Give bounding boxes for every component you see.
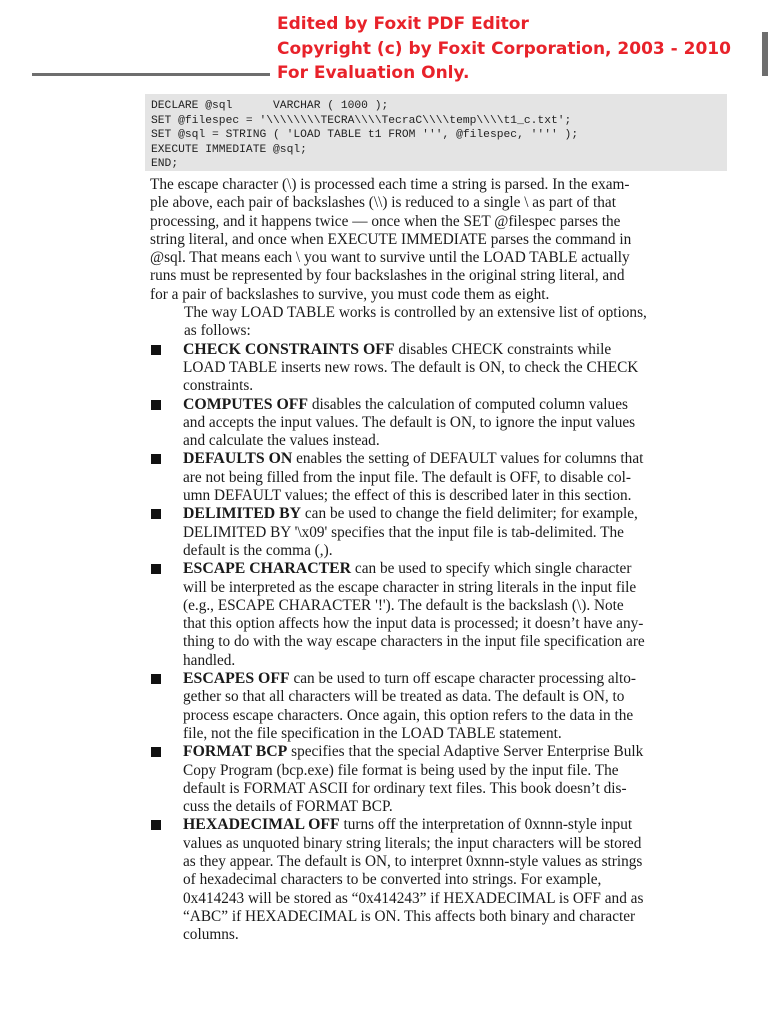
option-description: turns off the interpretation of 0xnnn-style input [339, 816, 633, 834]
option-term: FORMAT BCP [183, 743, 288, 761]
option-description: enables the setting of DEFAULT values for columns that [292, 450, 644, 468]
option-text-line [183, 670, 725, 688]
code-text [145, 94, 727, 172]
evaluation-watermark [277, 12, 731, 86]
option-text-line [183, 450, 725, 468]
options-list [150, 341, 725, 945]
option-text-line: (e.g., ESCAPE CHARACTER '!'). The default is the backslash (\). Note [183, 596, 624, 614]
option-text-line: constraints. [183, 377, 254, 395]
text-line: The escape character (\) is processed each time a string is parsed. In the exam- [150, 176, 630, 193]
option-text-line: default is FORMAT ASCII for ordinary text files. This book doesn’t dis- [183, 779, 627, 797]
option-text-line [183, 743, 725, 761]
square-bullet-icon [151, 747, 161, 757]
option-text-line: “ABC” if HEXADECIMAL is ON. This affects both binary and character [183, 907, 636, 925]
option-text-line: and accepts the input values. The default is ON, to ignore the input values [183, 413, 636, 431]
square-bullet-icon [151, 820, 161, 830]
code-line: DECLARE @sql VARCHAR ( 1000 ); [151, 100, 389, 112]
text-line: string literal, and once when EXECUTE IMMEDIATE parses the command in [150, 230, 632, 248]
option-text-line: cuss the details of FORMAT BCP. [183, 798, 393, 816]
text-line: processing, and it happens twice — once when the SET @filespec parses the [150, 212, 621, 230]
watermark-line-3: For Evaluation Only. [277, 63, 470, 83]
list-item [150, 505, 725, 560]
option-text-line: are not being filled from the input file. The default is OFF, to disable col- [183, 468, 631, 486]
text-line: as follows: [184, 322, 251, 340]
text-line: for a pair of backslashes to survive, you must code them as eight. [150, 285, 550, 303]
option-term: DEFAULTS ON [183, 450, 293, 468]
text-line: ple above, each pair of backslashes (\\) is reduced to a single \ as part of that [150, 194, 616, 212]
square-bullet-icon [151, 345, 161, 355]
square-bullet-icon [151, 674, 161, 684]
option-text-line: of hexadecimal characters to be converted into strings. For example, [183, 871, 602, 889]
option-description: disables the calculation of computed column values [308, 395, 628, 413]
list-item [150, 396, 725, 451]
option-description: disables CHECK constraints while [394, 340, 612, 358]
option-text-line: LOAD TABLE inserts new rows. The default is ON, to check the CHECK [183, 358, 639, 376]
option-description: can be used to change the field delimiter; for example, [301, 505, 638, 523]
option-term: ESCAPES OFF [183, 670, 290, 688]
code-line: EXECUTE IMMEDIATE @sql; [151, 143, 307, 156]
square-bullet-icon [151, 509, 161, 519]
option-description: can be used to turn off escape character processing alto- [289, 670, 636, 688]
square-bullet-icon [151, 564, 161, 574]
list-item [150, 341, 725, 396]
option-text-line: handled. [183, 651, 236, 669]
watermark-line-1: Edited by Foxit PDF Editor [277, 14, 529, 34]
option-text-line: Copy Program (bcp.exe) file format is being used by the input file. The [183, 761, 619, 779]
option-text-line: 0x414243 will be stored as “0x414243” if HEXADECIMAL is OFF and as [183, 889, 644, 907]
option-description: specifies that the special Adaptive Server Enterprise Bulk [287, 743, 644, 761]
option-text-line: that this option affects how the input data is processed; it doesn’t have any- [183, 615, 644, 633]
text-line: @sql. That means each \ you want to survive until the LOAD TABLE actually [150, 249, 630, 267]
list-item [150, 450, 725, 505]
paragraph-options-intro [150, 304, 725, 341]
option-text-line: file, not the file specification in the LOAD TABLE statement. [183, 724, 562, 742]
option-text-line: will be interpreted as the escape character in string literals in the input file [183, 578, 637, 596]
option-text-line: default is the comma (,). [183, 541, 333, 559]
option-text-line [183, 341, 725, 359]
option-text-line [183, 396, 725, 414]
page-body [150, 176, 725, 944]
code-line: SET @sql = STRING ( 'LOAD TABLE t1 FROM ''', @filespec, '''' ); [151, 129, 579, 141]
option-text-line [183, 505, 725, 523]
option-text-line: process escape characters. Once again, this option refers to the data in the [183, 706, 634, 724]
option-text-line: and calculate the values instead. [183, 432, 380, 450]
list-item [150, 743, 725, 816]
square-bullet-icon [151, 454, 161, 464]
paragraph-escape-explanation [150, 176, 725, 304]
option-term: COMPUTES OFF [183, 395, 309, 413]
watermark-line-2: Copyright (c) by Foxit Corporation, 2003 - 2010 [277, 38, 731, 59]
option-description: can be used to specify which single character [351, 560, 632, 578]
option-text-line: columns. [183, 926, 239, 944]
option-term: ESCAPE CHARACTER [183, 560, 352, 578]
option-text-line: values as unquoted binary string literals; the input characters will be stored [183, 834, 642, 852]
option-text-line: thing to do with the way escape characters in the input file specification are [183, 633, 645, 651]
text-line: runs must be represented by four backslashes in the original string literal, and [150, 267, 625, 285]
option-text-line [183, 560, 725, 578]
list-item [150, 670, 725, 743]
option-text-line: umn DEFAULT values; the effect of this is described later in this section. [183, 487, 632, 505]
code-line: END; [151, 158, 179, 170]
code-listing [145, 94, 727, 171]
header-rule-right [762, 32, 768, 76]
list-item [150, 560, 725, 670]
option-term: HEXADECIMAL OFF [183, 816, 340, 834]
option-text-line: as they appear. The default is ON, to interpret 0xnnn-style values as strings [183, 852, 643, 870]
text-line: The way LOAD TABLE works is controlled by an extensive list of options, [184, 304, 647, 322]
option-text-line: DELIMITED BY '\x09' specifies that the input file is tab-delimited. The [183, 523, 624, 541]
option-term: DELIMITED BY [183, 505, 302, 523]
square-bullet-icon [151, 400, 161, 410]
option-text-line [183, 816, 725, 834]
option-term: CHECK CONSTRAINTS OFF [183, 340, 395, 358]
header-rule-left [32, 73, 270, 76]
list-item [150, 816, 725, 944]
option-text-line: gether so that all characters will be treated as data. The default is ON, to [183, 688, 625, 706]
code-line: SET @filespec = '\\\\\\\\TECRA\\\\TecraC\\\\temp\\\\t1_c.txt'; [151, 114, 572, 127]
